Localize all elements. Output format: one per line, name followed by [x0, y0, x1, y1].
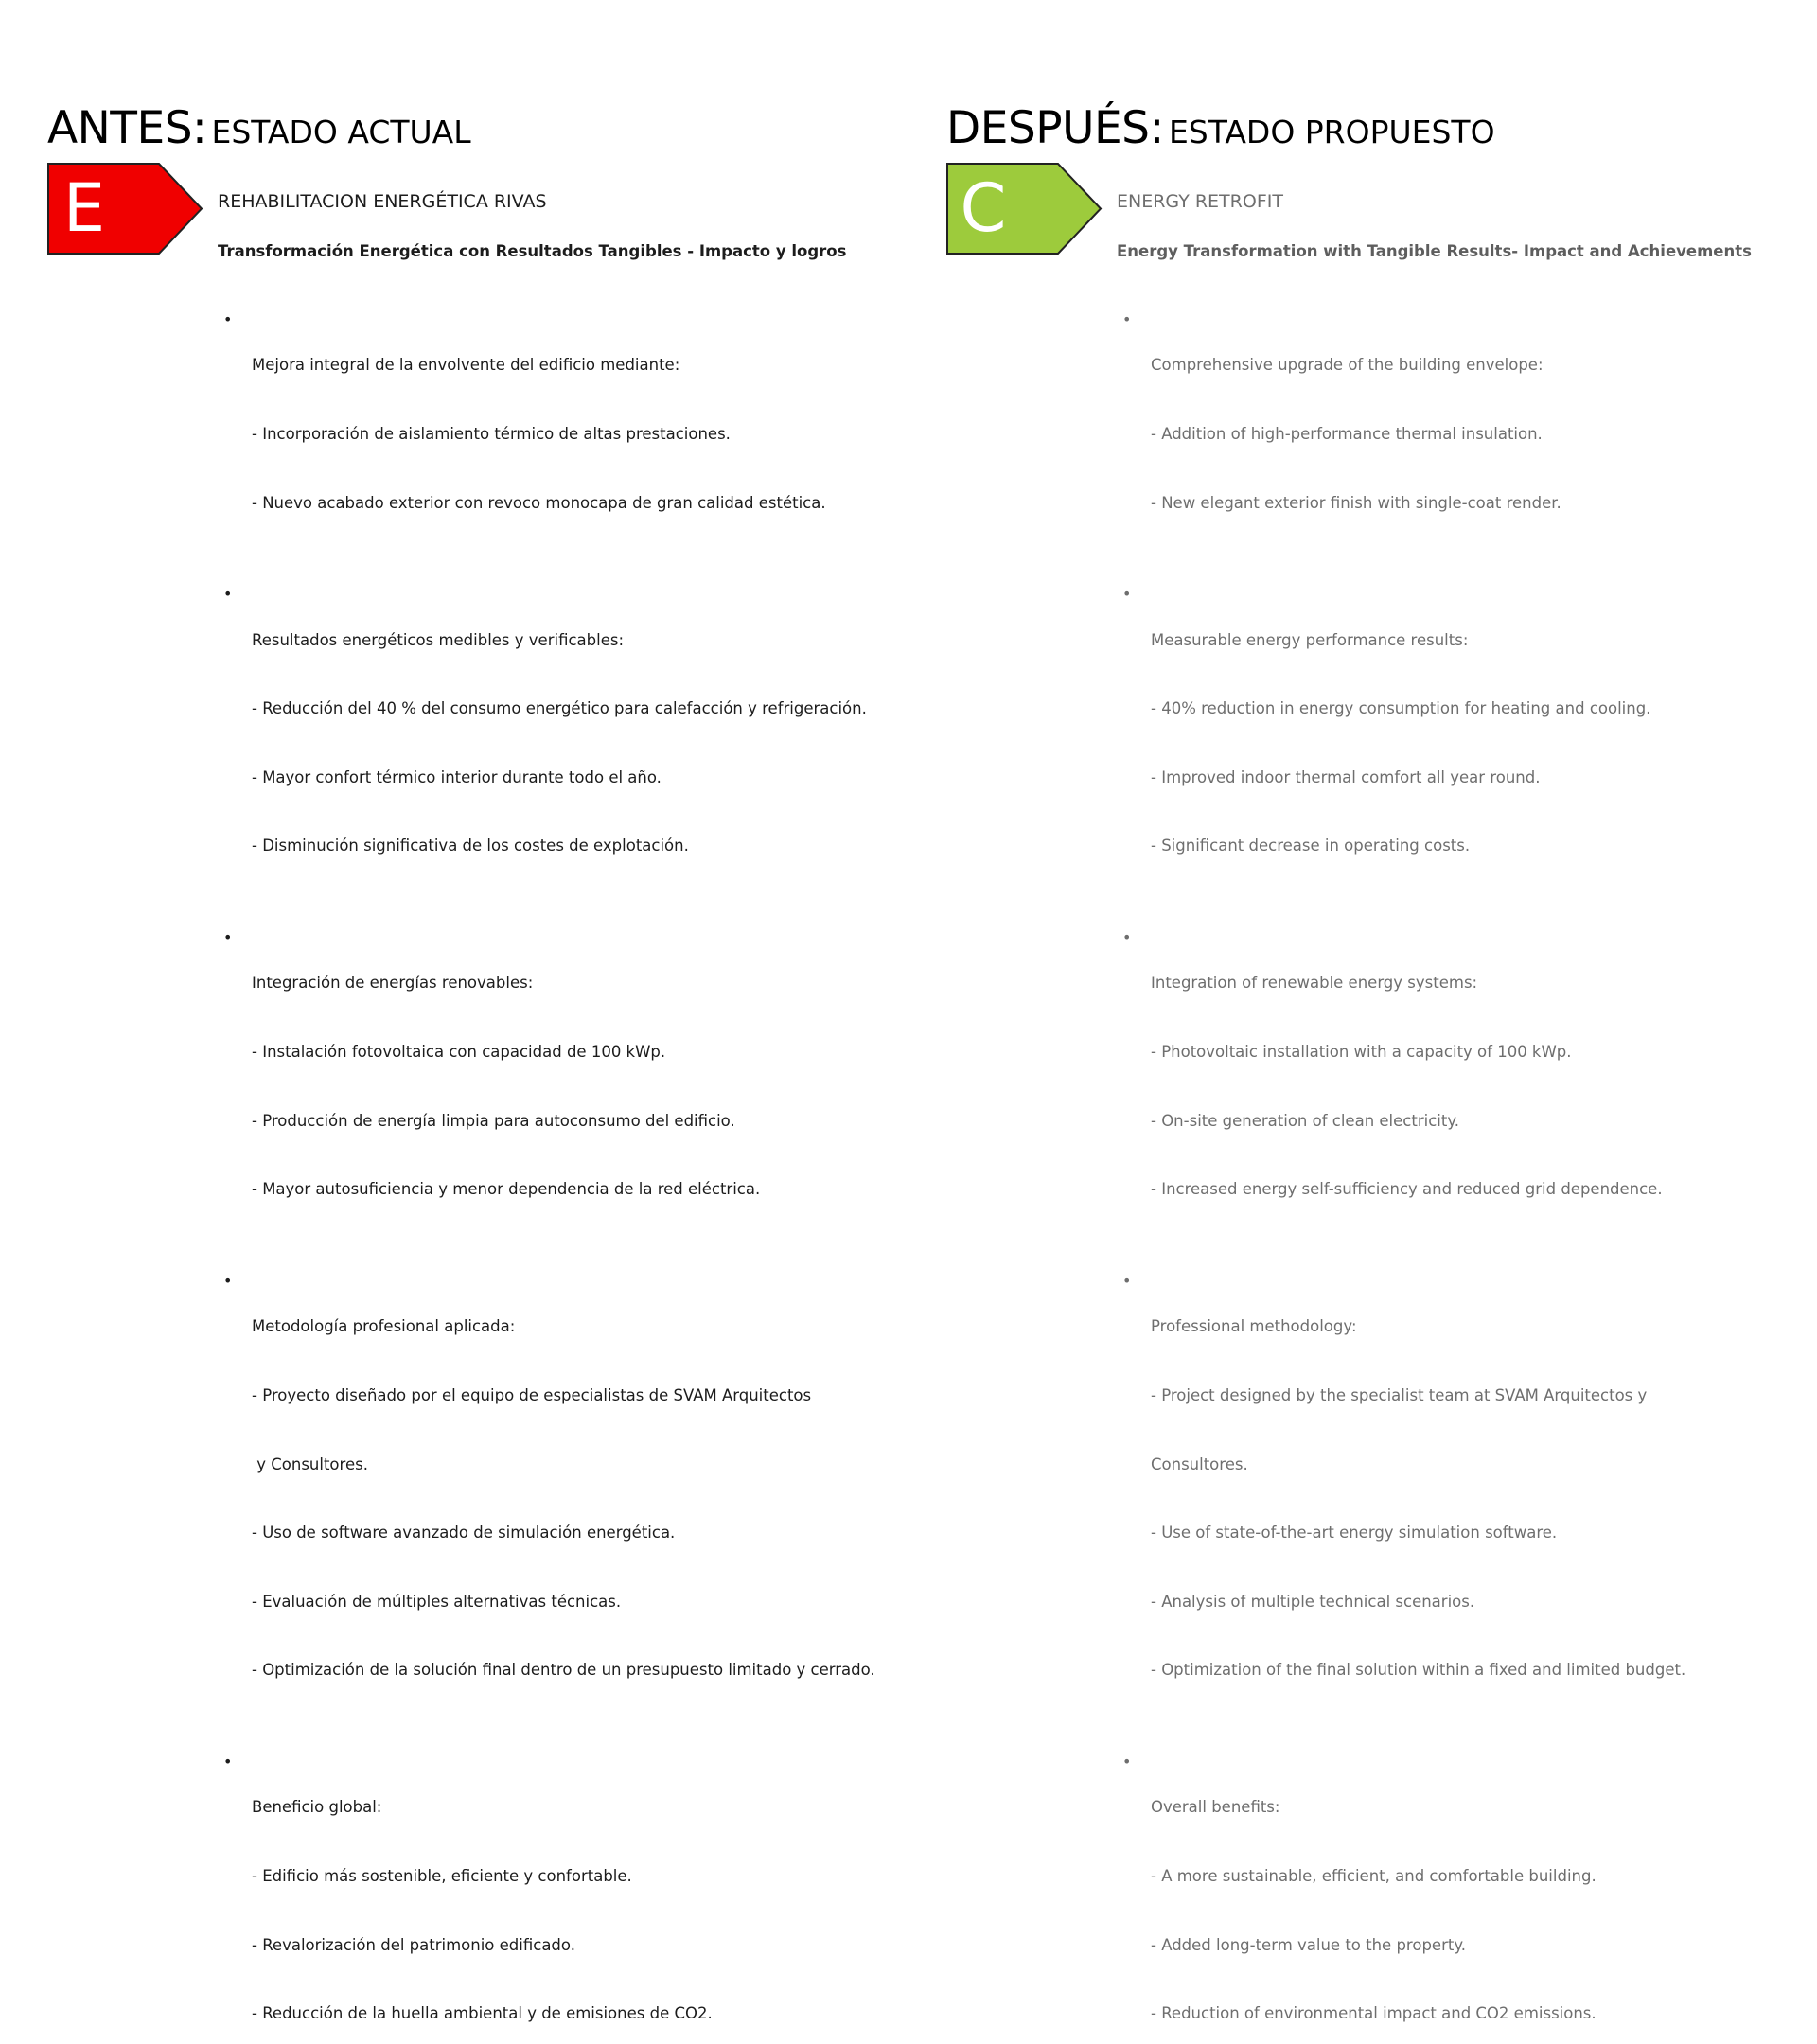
- bullet-item: [223, 583, 905, 904]
- bullet-line: - Significant decrease in operating costs.: [1151, 837, 1471, 855]
- project-subtitle: Energy Transformation with Tangible Results- Impact and Achievements: [1117, 242, 1752, 260]
- bullet-item: [223, 926, 905, 1247]
- bullet-line: Integration of renewable energy systems:: [1151, 974, 1478, 993]
- bullet-line: Resultados energéticos medibles y verificables:: [252, 630, 625, 649]
- bullet-line: - Reducción de la huella ambiental y de emisiones de CO2.: [252, 2004, 713, 2023]
- energy-rating-letter: E: [62, 169, 106, 247]
- bullet-line: - Uso de software avanzado de simulación energética.: [252, 1524, 676, 1542]
- before-heading: [47, 102, 471, 154]
- project-title: ENERGY RETROFIT: [1117, 191, 1283, 212]
- project-title: REHABILITACION ENERGÉTICA RIVAS: [218, 191, 547, 212]
- bullet-line: - Improved indoor thermal comfort all year round.: [1151, 767, 1541, 786]
- before-heading-state: ESTADO ACTUAL: [211, 114, 471, 150]
- energy-rating-arrow-c: [946, 163, 1103, 255]
- bullet-dot: •: [1122, 1271, 1132, 1290]
- bullet-dot: •: [223, 928, 233, 947]
- bullet-dot: •: [223, 310, 233, 328]
- before-panel: [47, 0, 899, 2023]
- bullet-item: [1122, 926, 1804, 1247]
- bullet-line: - Photovoltaic installation with a capacity of 100 kWp.: [1151, 1043, 1572, 1062]
- bullet-line: Metodología profesional aplicada:: [252, 1317, 516, 1336]
- bullet-dot: •: [223, 1752, 233, 1771]
- bullet-line: - 40% reduction in energy consumption for heating and cooling.: [1151, 699, 1651, 718]
- benefits-list: [1122, 308, 1804, 2044]
- bullet-line: - Reducción del 40 % del consumo energético para calefacción y refrigeración.: [252, 699, 867, 718]
- bullet-dot: •: [1122, 928, 1132, 947]
- bullet-line: - Mayor confort térmico interior durante todo el año.: [252, 767, 662, 786]
- bullet-line: - Edificio más sostenible, eficiente y confortable.: [252, 1867, 632, 1885]
- after-heading: [946, 102, 1495, 154]
- benefits-list: [223, 308, 905, 2044]
- bullet-line: y Consultores.: [252, 1454, 368, 1473]
- bullet-dot: •: [223, 585, 233, 604]
- bullet-item: [223, 1270, 905, 1728]
- bullet-line: Measurable energy performance results:: [1151, 630, 1469, 649]
- bullet-line: Beneficio global:: [252, 1798, 382, 1817]
- bullet-line: - Optimization of the final solution within a fixed and limited budget.: [1151, 1661, 1686, 1680]
- energy-rating-arrow-e: [47, 163, 203, 255]
- bullet-line: - Added long-term value to the property.: [1151, 1935, 1466, 1954]
- bullet-line: - Optimización de la solución final dentro de un presupuesto limitado y cerrado.: [252, 1661, 875, 1680]
- bullet-item: [223, 308, 905, 560]
- bullet-line: - Disminución significativa de los costes de explotación.: [252, 837, 689, 855]
- bullet-dot: •: [1122, 585, 1132, 604]
- bullet-item: [1122, 308, 1804, 560]
- bullet-item: [223, 1751, 905, 2044]
- bullet-text: [252, 583, 905, 904]
- bullet-line: Overall benefits:: [1151, 1798, 1280, 1817]
- before-heading-label: ANTES:: [47, 102, 207, 154]
- bullet-dot: •: [1122, 1752, 1132, 1771]
- bullet-line: Professional methodology:: [1151, 1317, 1357, 1336]
- bullet-line: - Analysis of multiple technical scenarios.: [1151, 1592, 1475, 1611]
- bullet-text: [1151, 308, 1804, 560]
- bullet-text: [1151, 1751, 1804, 2044]
- bullet-line: Mejora integral de la envolvente del edificio mediante:: [252, 356, 680, 375]
- bullet-line: Consultores.: [1151, 1454, 1248, 1473]
- bullet-line: - Addition of high-performance thermal insulation.: [1151, 425, 1543, 444]
- bullet-line: Comprehensive upgrade of the building envelope:: [1151, 356, 1544, 375]
- bullet-line: - Proyecto diseñado por el equipo de especialistas de SVAM Arquitectos: [252, 1385, 812, 1404]
- bullet-line: - Reduction of environmental impact and CO2 emissions.: [1151, 2004, 1596, 2023]
- bullet-line: Integración de energías renovables:: [252, 974, 534, 993]
- bullet-line: - Evaluación de múltiples alternativas técnicas.: [252, 1592, 622, 1611]
- bullet-line: - New elegant exterior finish with single-coat render.: [1151, 493, 1561, 512]
- bullet-line: - A more sustainable, efficient, and comfortable building.: [1151, 1867, 1596, 1885]
- bullet-line: - Use of state-of-the-art energy simulation software.: [1151, 1524, 1558, 1542]
- bullet-line: - Mayor autosuficiencia y menor dependencia de la red eléctrica.: [252, 1180, 761, 1199]
- bullet-text: [1151, 583, 1804, 904]
- bullet-line: - Increased energy self-sufficiency and reduced grid dependence.: [1151, 1180, 1663, 1199]
- bullet-line: - Producción de energía limpia para autoconsumo del edificio.: [252, 1111, 735, 1130]
- after-panel: [946, 0, 1798, 2023]
- bullet-line: - Project designed by the specialist team at SVAM Arquitectos y: [1151, 1385, 1648, 1404]
- energy-rating-letter: C: [960, 169, 1007, 247]
- bullet-item: [1122, 1270, 1804, 1728]
- bullet-text: [1151, 1270, 1804, 1728]
- bullet-text: [252, 1270, 905, 1728]
- bullet-line: - On-site generation of clean electricity.: [1151, 1111, 1459, 1130]
- bullet-dot: •: [223, 1271, 233, 1290]
- bullet-text: [252, 926, 905, 1247]
- after-heading-label: DESPUÉS:: [946, 102, 1164, 154]
- bullet-line: - Nuevo acabado exterior con revoco monocapa de gran calidad estética.: [252, 493, 826, 512]
- bullet-text: [252, 1751, 905, 2044]
- bullet-dot: •: [1122, 310, 1132, 328]
- bullet-text: [1151, 926, 1804, 1247]
- bullet-line: - Revalorización del patrimonio edificado.: [252, 1935, 575, 1954]
- bullet-item: [1122, 1751, 1804, 2044]
- bullet-line: - Instalación fotovoltaica con capacidad de 100 kWp.: [252, 1043, 666, 1062]
- project-subtitle: Transformación Energética con Resultados Tangibles - Impacto y logros: [218, 242, 847, 260]
- bullet-text: [252, 308, 905, 560]
- bullet-line: - Incorporación de aislamiento térmico de altas prestaciones.: [252, 425, 731, 444]
- after-heading-state: ESTADO PROPUESTO: [1168, 114, 1495, 150]
- bullet-item: [1122, 583, 1804, 904]
